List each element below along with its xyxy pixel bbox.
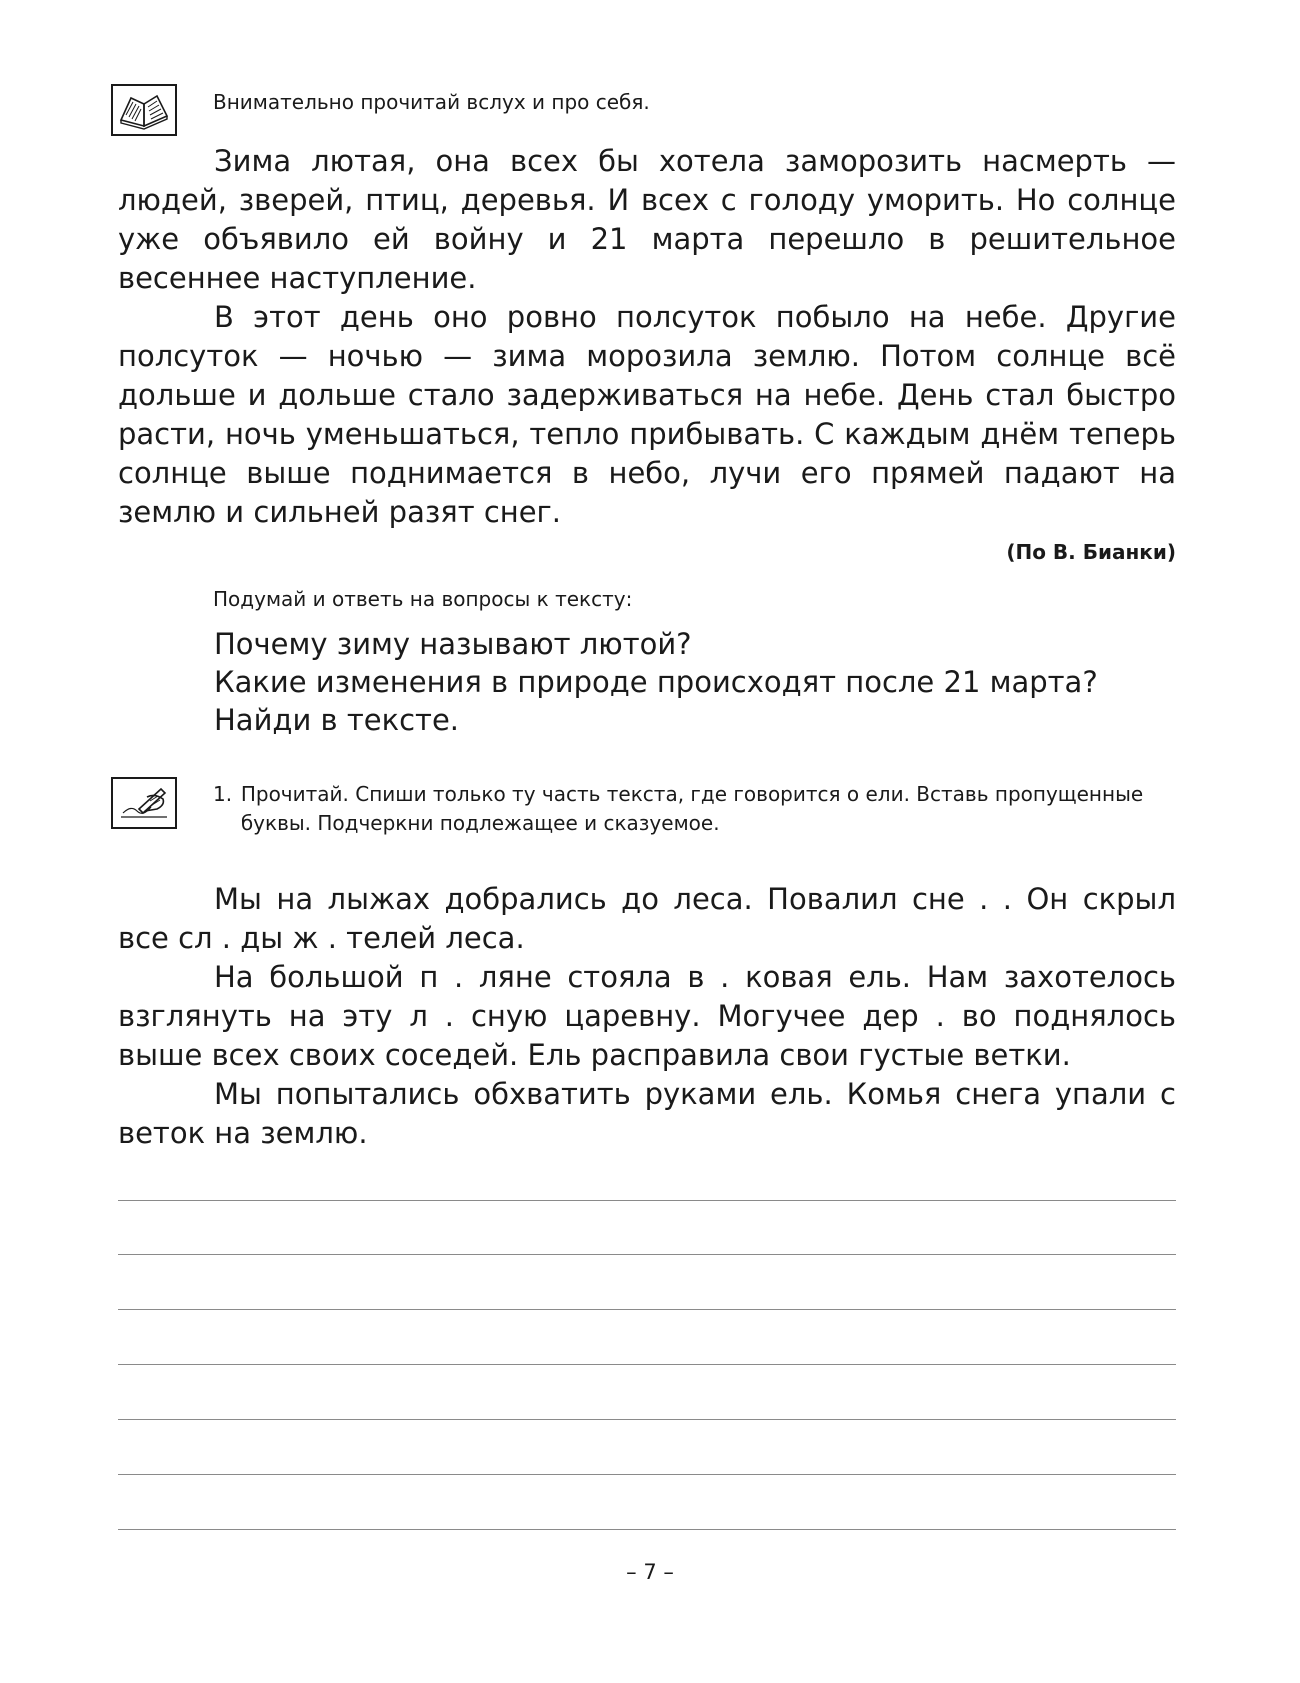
writing-hand-icon-svg <box>117 783 171 823</box>
exercise-paragraph-2: На большой п . ляне стояла в . ковая ель. Нам захотелось взглянуть на эту л . сную царевну. Могучее дер . во поднялось выше всех своих соседей. Ель расправила свои густые ветки. <box>118 960 1176 1072</box>
open-book-icon-svg <box>117 90 171 130</box>
task-text: Прочитай. Спиши только ту часть текста, где говорится о ели. Вставь пропущенные буквы. Подчеркни подлежащее и сказуемое. <box>240 782 1144 835</box>
writing-line[interactable] <box>118 1254 1176 1255</box>
text-paragraph-1: Зима лютая, она всех бы хотела заморозить насмерть — людей, зверей, птиц, деревья. И всех с голоду уморить. Но солнце уже объявило ей войну и 21 марта перешло в решительное весеннее наступление. <box>118 144 1176 295</box>
question-item: Найди в тексте. <box>214 703 459 737</box>
writing-hand-icon <box>111 777 177 829</box>
open-book-icon <box>111 84 177 136</box>
exercise-paragraph-1: Мы на лыжах добрались до леса. Повалил сне . . Он скрыл все сл . ды ж . телей леса. <box>118 882 1176 955</box>
questions-list <box>214 625 1098 739</box>
task-instruction <box>213 780 1183 838</box>
task-number: 1. <box>213 782 233 806</box>
question-item: Какие изменения в природе происходят после 21 марта? <box>214 665 1098 699</box>
writing-line[interactable] <box>118 1364 1176 1365</box>
attribution: (По В. Бианки) <box>1006 540 1176 564</box>
page-number: – 7 – <box>626 1560 674 1584</box>
writing-line[interactable] <box>118 1474 1176 1475</box>
questions-intro: Подумай и ответь на вопросы к тексту: <box>213 587 633 611</box>
writing-line[interactable] <box>118 1200 1176 1201</box>
writing-line[interactable] <box>118 1419 1176 1420</box>
exercise-paragraph-3: Мы попытались обхватить руками ель. Комья снега упали с веток на землю. <box>118 1077 1176 1150</box>
question-item: Почему зиму называют лютой? <box>214 627 692 661</box>
writing-line[interactable] <box>118 1529 1176 1530</box>
text-paragraph-2: В этот день оно ровно полсуток побыло на небе. Другие полсуток — ночью — зима морозила землю. Потом солнце всё дольше и дольше стало задерживаться на небе. День стал быстро расти, ночь уменьшаться, тепло прибывать. С каждым днём теперь солнце выше поднимается в небо, лучи его прямей падают на землю и сильней разят снег. <box>118 300 1176 529</box>
reading-instruction: Внимательно прочитай вслух и про себя. <box>213 90 650 114</box>
writing-line[interactable] <box>118 1309 1176 1310</box>
